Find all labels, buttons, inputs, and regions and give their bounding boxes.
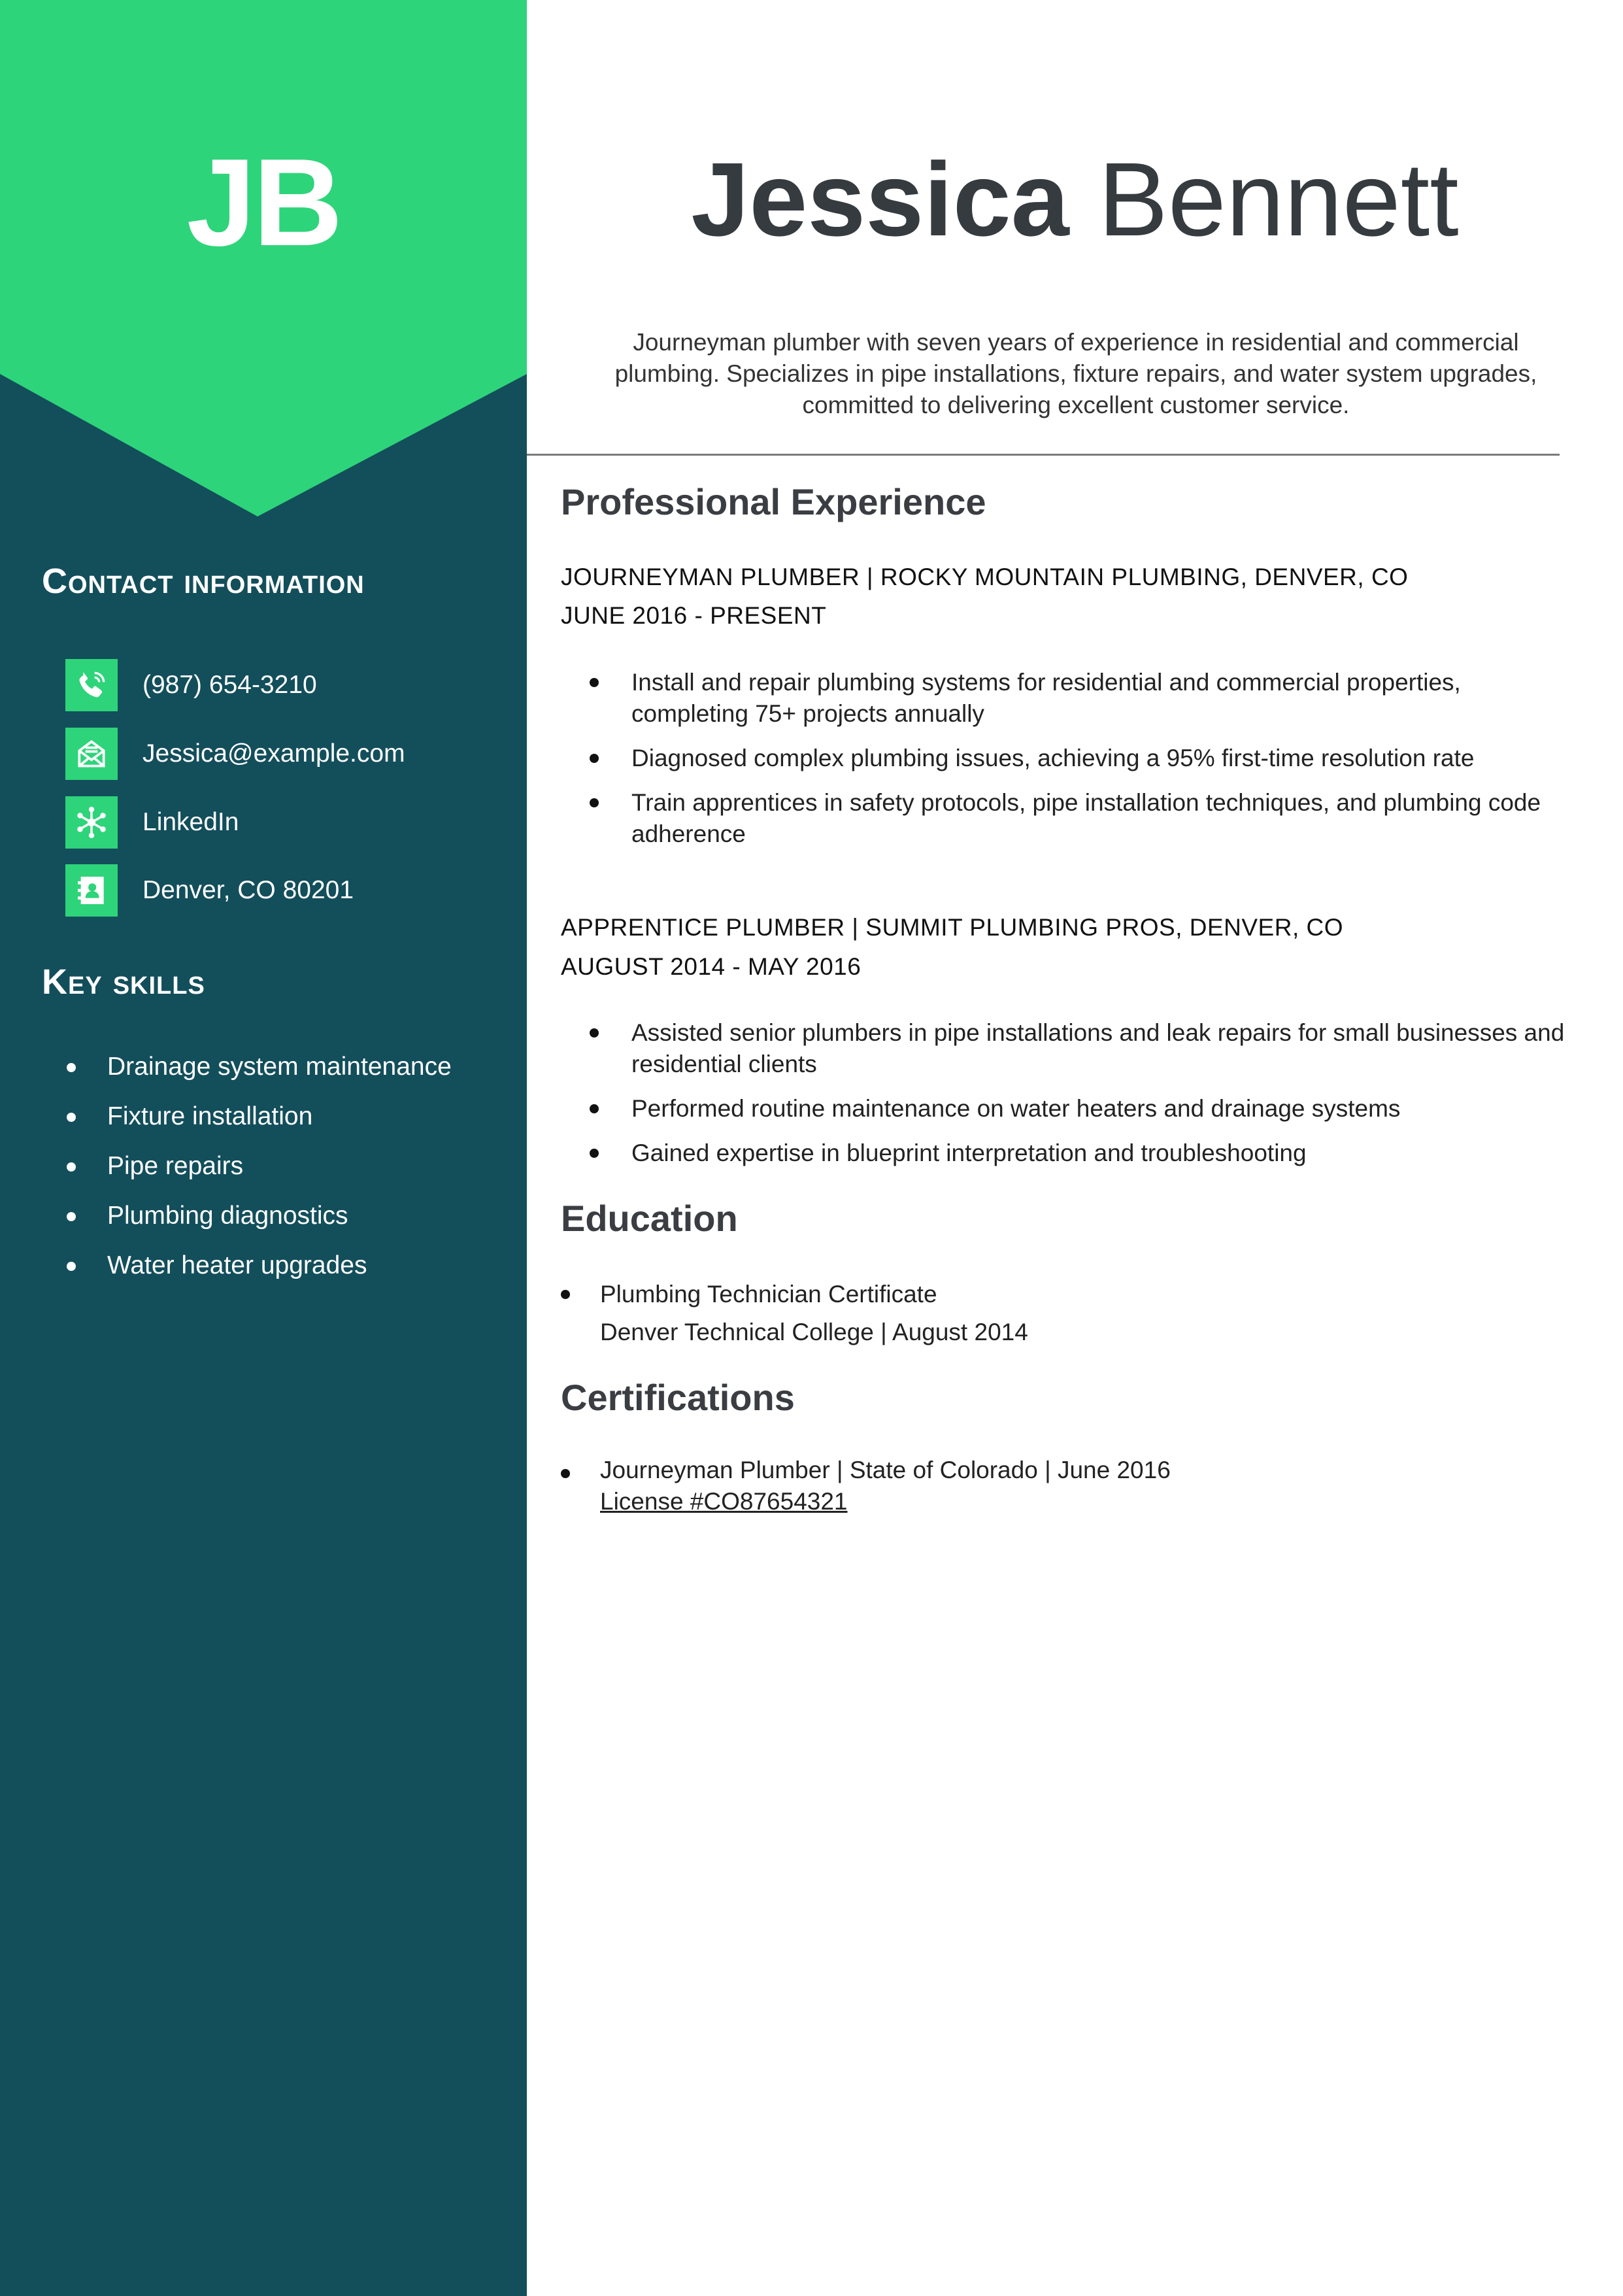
initials-monogram: JB (186, 133, 341, 272)
job-title: JOURNEYMAN PLUMBER | ROCKY MOUNTAIN PLUMBING, DENVER, CO (561, 564, 1409, 590)
address-card-icon (65, 864, 118, 917)
skill-item: Pipe repairs (42, 1152, 452, 1202)
skills-list (42, 1053, 452, 1301)
skill-item: Water heater upgrades (42, 1251, 452, 1301)
linkedin-text[interactable]: LinkedIn (142, 808, 239, 836)
experience-heading: Professional Experience (561, 481, 986, 522)
last-name: Bennett (1098, 141, 1459, 258)
education-institution: Denver Technical College | August 2014 (600, 1319, 1028, 1345)
education-heading: Education (561, 1198, 738, 1239)
profile-summary: Journeyman plumber with seven years of experience in residential and commercial plumbing. Specializes in pipe installations, fixture repairs, and water system upgrades, committed to delivering excellent customer service. (614, 329, 1537, 418)
address-text: Denver, CO 80201 (142, 876, 354, 904)
envelope-icon (65, 728, 118, 780)
network-icon (65, 796, 118, 849)
job-bullet: Install and repair plumbing systems for residential and commercial properties, completing 75+ projects annually (561, 667, 1567, 730)
skill-item: Plumbing diagnostics (42, 1202, 452, 1251)
phone-icon (65, 659, 118, 711)
contact-email (65, 728, 405, 780)
certification-name: Journeyman Plumber | State of Colorado | June 2016 (561, 1455, 1567, 1486)
job-bullets (561, 667, 1567, 850)
contact-linkedin (65, 796, 239, 849)
education-item (561, 1275, 1567, 1351)
contact-phone (65, 659, 317, 711)
contact-heading: Contact information (42, 562, 365, 601)
job-dates: JUNE 2016 - PRESENT (561, 602, 827, 629)
job-bullet: Assisted senior plumbers in pipe installations and leak repairs for small businesses and residential clients (561, 1017, 1567, 1080)
skills-heading: Key skills (42, 962, 205, 1002)
job-bullet: Diagnosed complex plumbing issues, achieving a 95% first-time resolution rate (561, 743, 1567, 774)
skill-item: Drainage system maintenance (42, 1053, 452, 1102)
job-bullet: Gained expertise in blueprint interpretation and troubleshooting (561, 1138, 1567, 1169)
first-name: Jessica (691, 141, 1069, 258)
sidebar (0, 0, 527, 2296)
job-bullet: Performed routine maintenance on water heaters and drainage systems (561, 1093, 1567, 1124)
certification-item (561, 1455, 1567, 1517)
education-credential: Plumbing Technician Certificate (561, 1275, 1567, 1313)
certifications-heading: Certifications (561, 1377, 795, 1418)
license-link[interactable]: License #CO87654321 (600, 1488, 848, 1515)
header-divider (527, 454, 1560, 456)
job-bullets (561, 1017, 1567, 1169)
skill-item: Fixture installation (42, 1102, 452, 1152)
job-bullet: Train apprentices in safety protocols, pipe installation techniques, and plumbing code adherence (561, 787, 1567, 850)
full-name (527, 141, 1623, 258)
phone-text[interactable]: (987) 654-3210 (142, 671, 317, 699)
job-dates: AUGUST 2014 - MAY 2016 (561, 953, 862, 980)
job-title: APPRENTICE PLUMBER | SUMMIT PLUMBING PROS, DENVER, CO (561, 914, 1344, 941)
email-text[interactable]: Jessica@example.com (142, 739, 405, 768)
contact-address (65, 864, 354, 917)
